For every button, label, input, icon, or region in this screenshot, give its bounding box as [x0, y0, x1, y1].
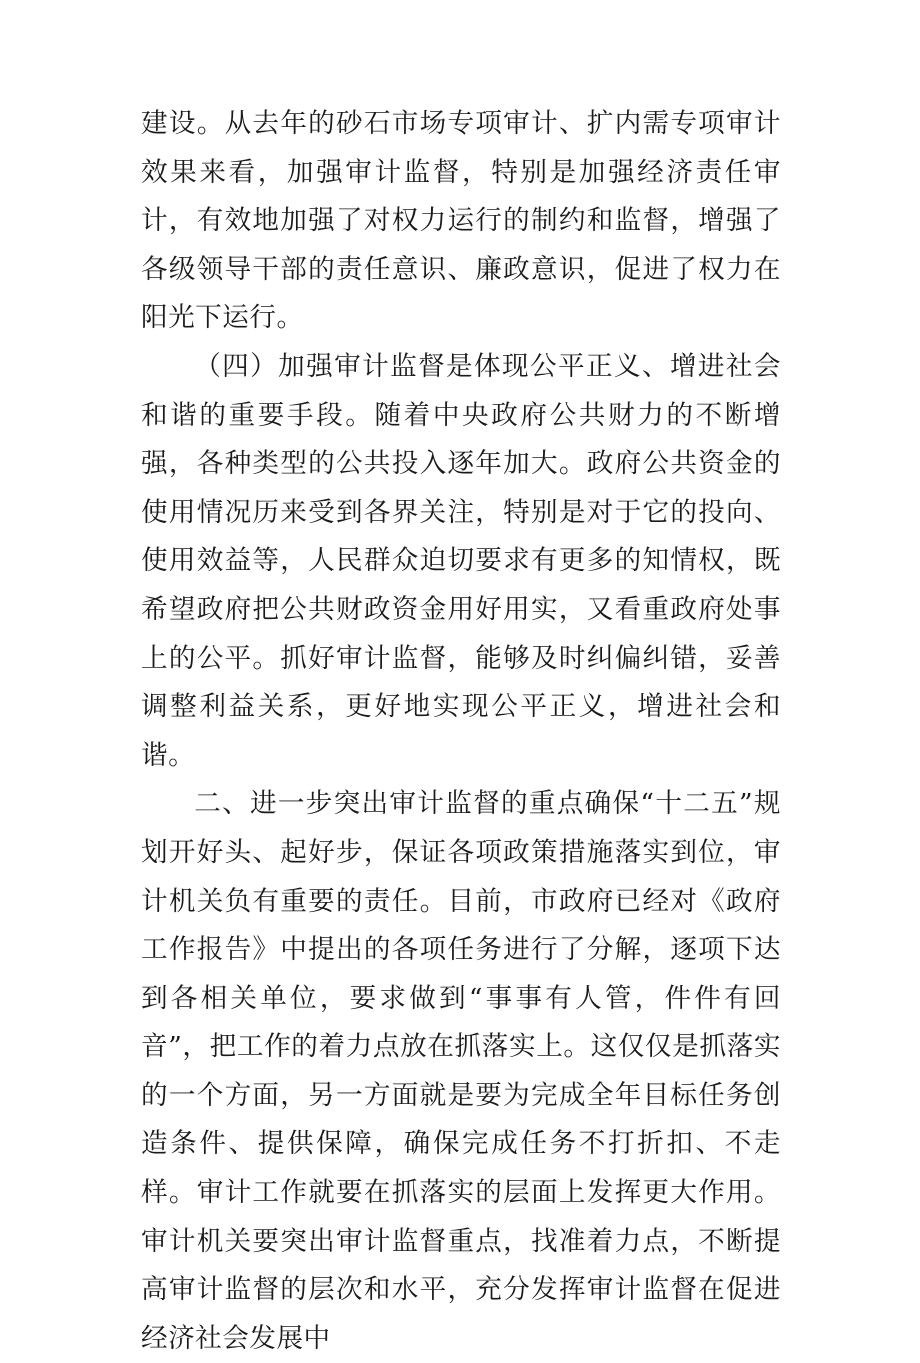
- document-body: [141, 100, 781, 1363]
- paragraph-section-two: 二、进一步突出审计监督的重点确保“十二五”规划开好头、起好步，保证各项政策措施落实到位，审计机关负有重要的责任。目前，市政府已经对《政府工作报告》中提出的各项任务进行了分解，逐项下达到各相关单位，要求做到“事事有人管，件件有回音”，把工作的着力点放在抓落实上。这仅仅是抓落实的一个方面，另一方面就是要为完成全年目标任务创造条件、提供保障，确保完成任务不打折扣、不走样。审计工作就要在抓落实的层面上发挥更大作用。审计机关要突出审计监督重点，找准着力点，不断提高审计监督的层次和水平，充分发挥审计监督在促进经济社会发展中: [141, 788, 781, 1354]
- paragraph-continuation: 建设。从去年的砂石市场专项审计、扩内需专项审计效果来看，加强审计监督，特别是加强经济责任审计，有效地加强了对权力运行的制约和监督，增强了各级领导干部的责任意识、廉政意识，促进了权力在阳光下运行。: [141, 108, 781, 334]
- paragraph-section-four: （四）加强审计监督是体现公平正义、增进社会和谐的重要手段。随着中央政府公共财力的不断增强，各种类型的公共投入逐年加大。政府公共资金的使用情况历来受到各界关注，特别是对于它的投向、使用效益等，人民群众迫切要求有更多的知情权，既希望政府把公共财政资金用好用实，又看重政府处事上的公平。抓好审计监督，能够及时纠偏纠错，妥善调整利益关系，更好地实现公平正义，增进社会和谐。: [141, 350, 781, 771]
